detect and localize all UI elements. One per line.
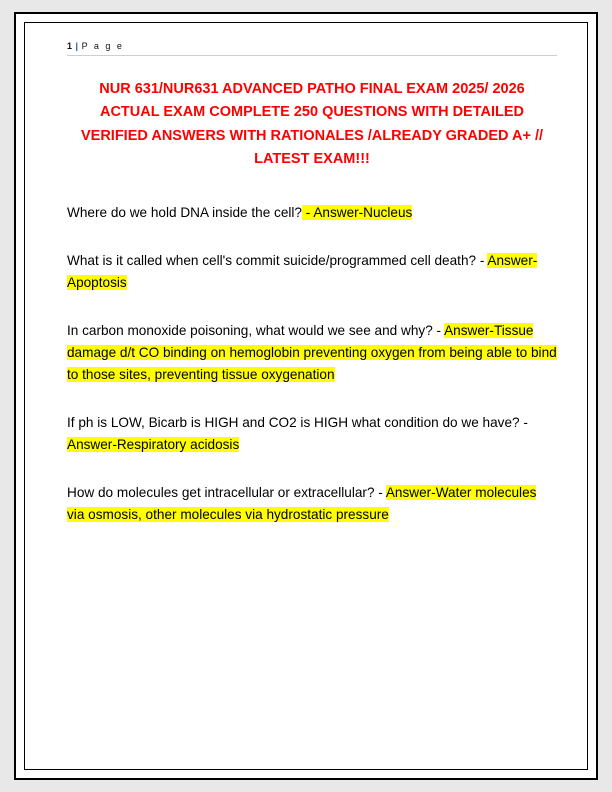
page-content [25,23,587,769]
header-page-number: 1 [67,41,73,51]
qa-item-4 [67,412,557,456]
qa-item-5 [67,482,557,526]
question-text-2: What is it called when cell's commit suicide/programmed cell death? - [67,252,485,268]
page-header [67,41,557,51]
qa-item-3 [67,320,557,386]
answer-text-1: - Answer-Nucleus [302,204,413,220]
qa-item-1 [67,202,557,224]
question-text-5: How do molecules get intracellular or extracellular? - [67,485,383,501]
answer-text-2: Answer-Apoptosis [67,252,538,290]
answer-text-5: Answer-Water molecules via osmosis, other molecules via hydrostatic pressure [67,485,537,523]
header-page-word: P a g e [81,41,124,51]
document-title: NUR 631/NUR631 ADVANCED PATHO FINAL EXAM 2025/ 2026 ACTUAL EXAM COMPLETE 250 QUESTIONS WITH DETAILED VERIFIED ANSWERS WITH RATIONALES /ALREADY GRADED A+ // LATEST EXAM!!! [80,81,543,168]
answer-text-3: Answer-Tissue damage d/t CO binding on hemoglobin preventing oxygen from being able to bind to those sites, preventing tissue oxygenation [67,322,557,383]
header-separator: | [75,41,79,51]
question-text-3: In carbon monoxide poisoning, what would we see and why? - [67,322,442,338]
question-text-4: If ph is LOW, Bicarb is HIGH and CO2 is HIGH what condition do we have? - [67,415,528,431]
header-divider [67,55,557,56]
question-text-1: Where do we hold DNA inside the cell? [67,204,302,220]
qa-item-2 [67,250,557,294]
document-page-border [14,12,598,780]
answer-text-4: Answer-Respiratory acidosis [67,437,240,453]
document-page [24,22,588,770]
